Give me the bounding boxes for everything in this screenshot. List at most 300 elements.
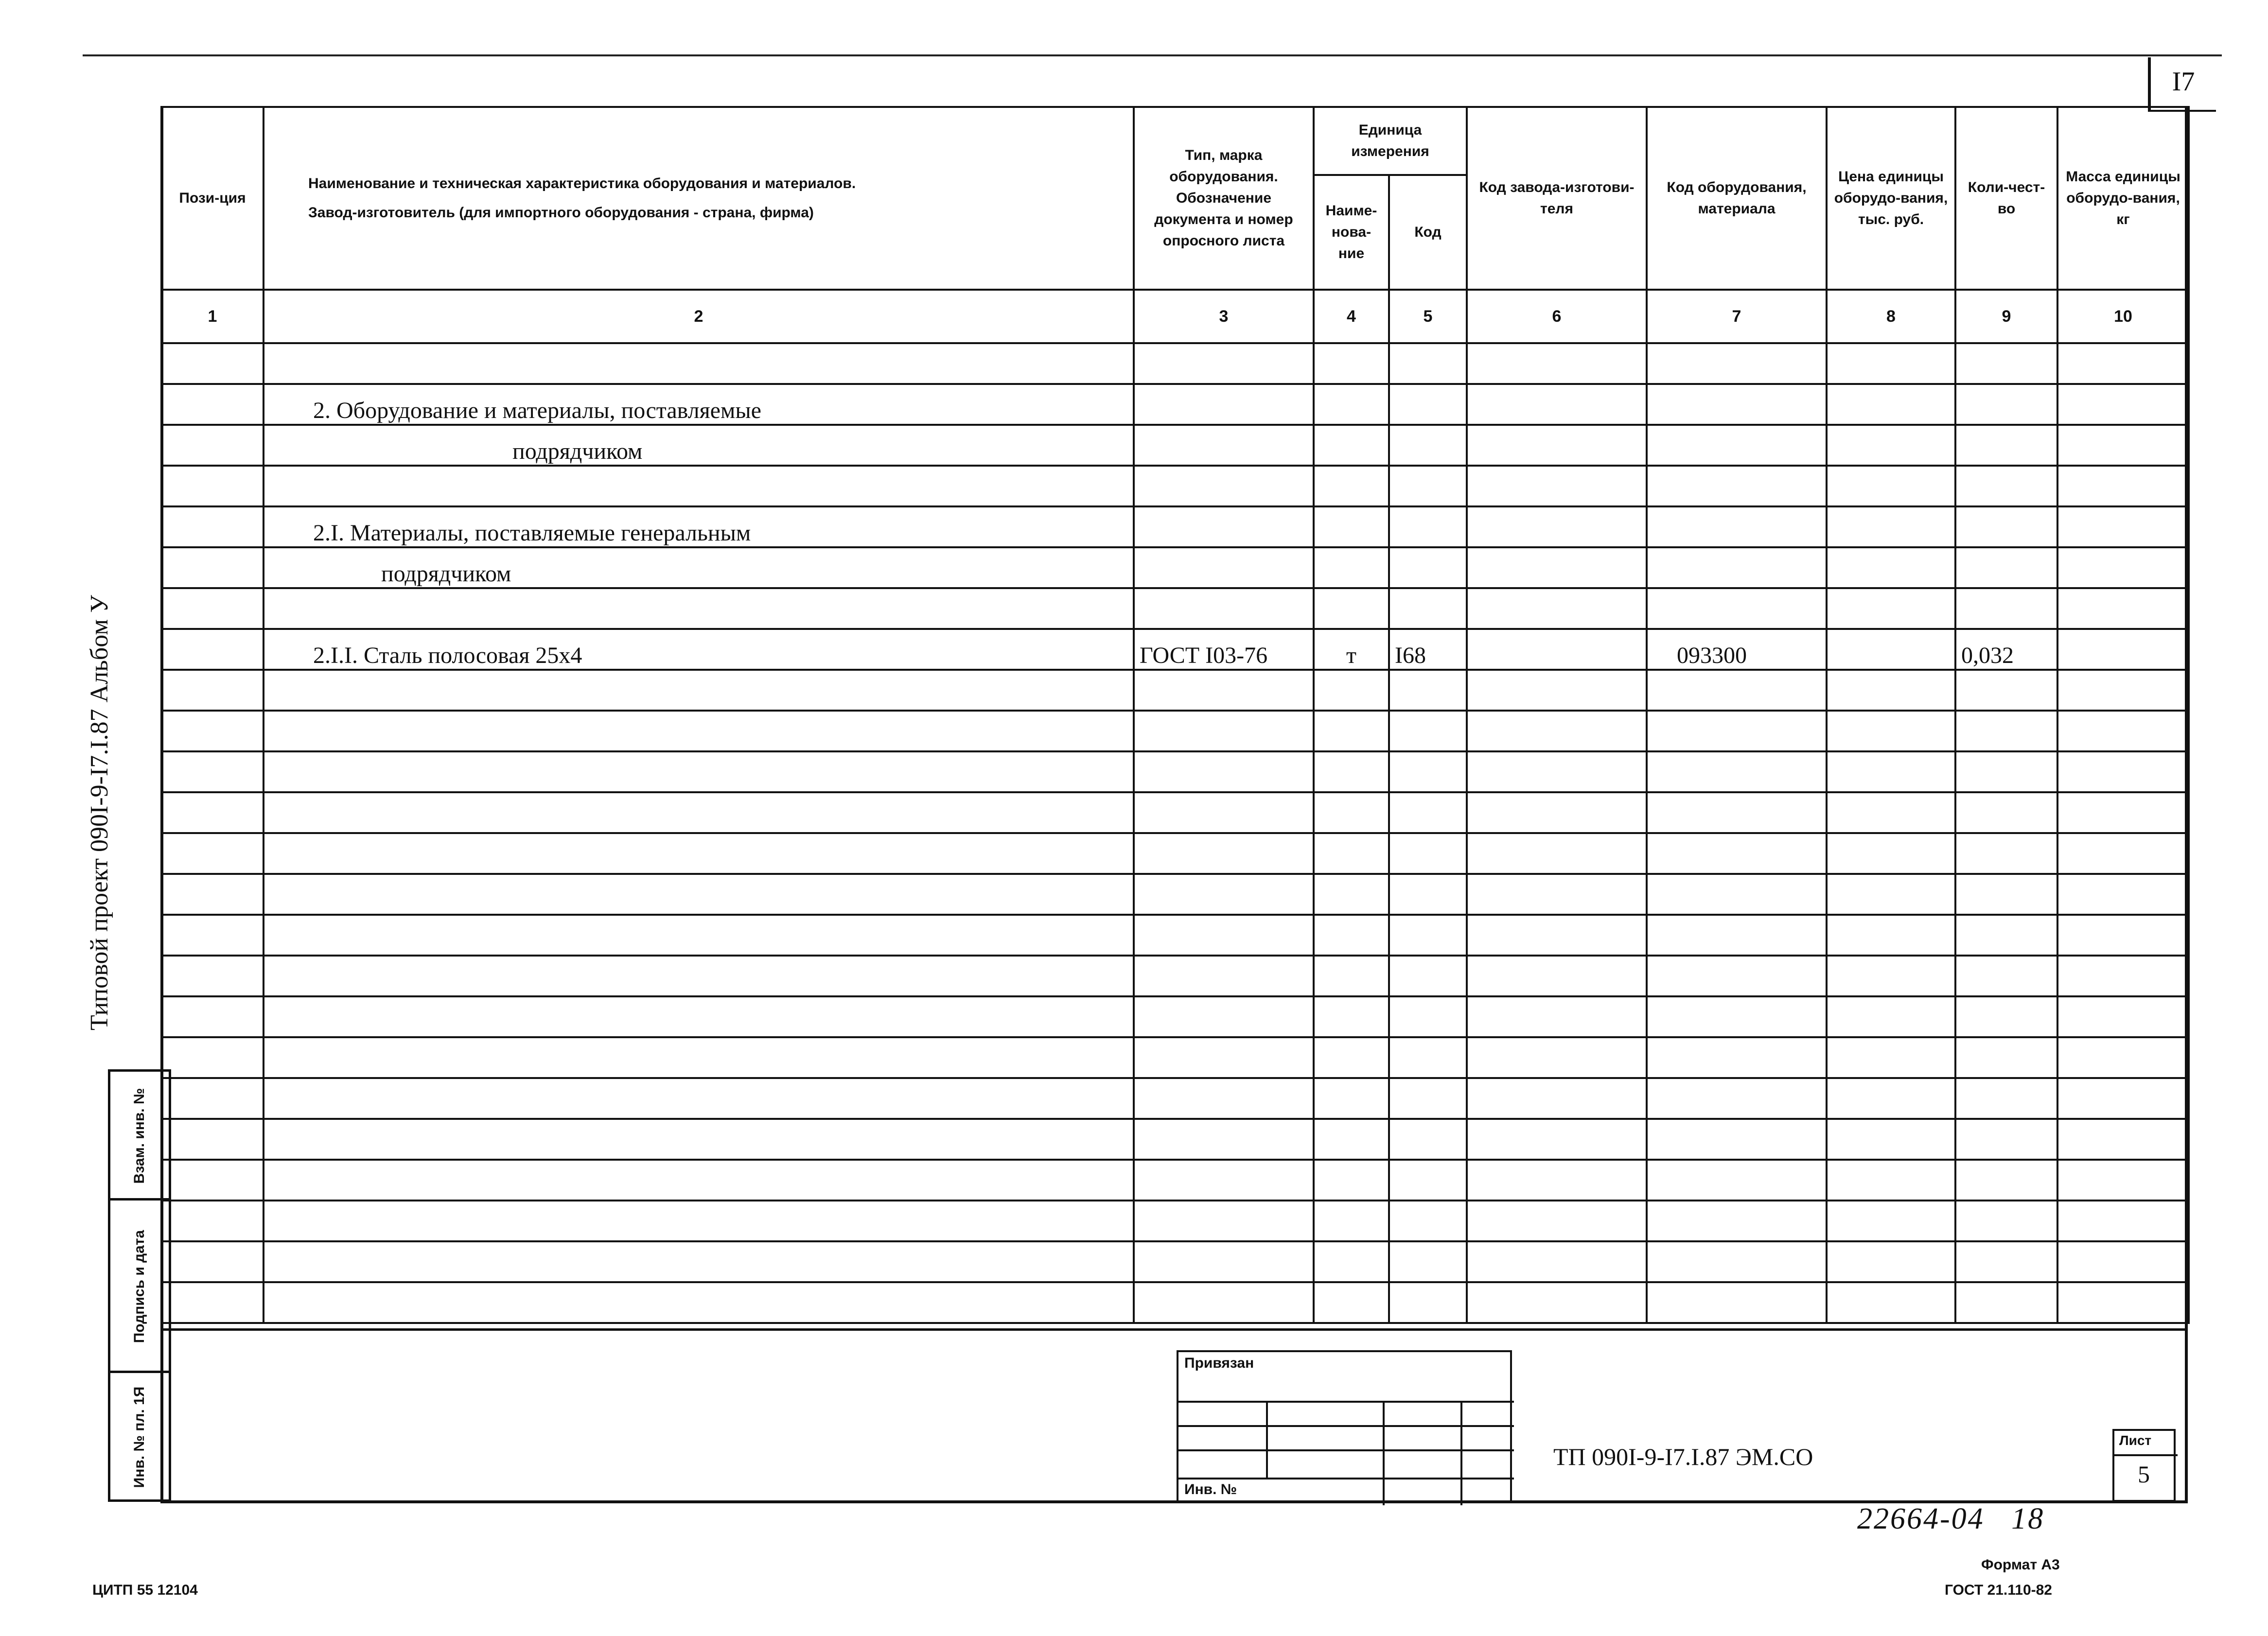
cell-mass — [2057, 915, 2189, 956]
side-box-inv — [108, 1371, 171, 1502]
cell-name — [264, 1241, 1134, 1282]
table-row — [161, 1119, 2189, 1160]
cell-price — [1827, 1119, 1955, 1160]
cell-quantity — [1955, 751, 2057, 792]
cell-mass — [2057, 343, 2189, 384]
cell-unit — [1314, 466, 1389, 506]
cell-name: 2. Оборудование и материалы, поставляемые — [264, 384, 1134, 425]
cell-quantity — [1955, 1241, 2057, 1282]
cell-mass — [2057, 629, 2189, 670]
col-num: 3 — [1134, 290, 1314, 343]
cell-factory-code — [1467, 833, 1647, 874]
cell-position — [161, 833, 264, 874]
table-row — [161, 629, 2189, 670]
cell-unit — [1314, 956, 1389, 996]
cell-unit-code — [1389, 1201, 1467, 1241]
cell-type — [1134, 1119, 1314, 1160]
header-mass: Масса единицы оборудо-вания, кг — [2057, 107, 2189, 290]
cell-price — [1827, 1282, 1955, 1323]
col-num: 6 — [1467, 290, 1647, 343]
cell-name — [264, 1201, 1134, 1241]
cell-type — [1134, 874, 1314, 915]
cell-type — [1134, 384, 1314, 425]
table-row — [161, 1201, 2189, 1241]
cell-unit — [1314, 506, 1389, 547]
label-vzam-inv: Взам. инв. № — [131, 1088, 147, 1184]
cell-type — [1134, 1037, 1314, 1078]
cell-position — [161, 711, 264, 751]
cell-type — [1134, 670, 1314, 711]
cell-unit — [1314, 1282, 1389, 1323]
cell-type — [1134, 792, 1314, 833]
cell-position — [161, 506, 264, 547]
label-podpis-data: Подпись и дата — [131, 1230, 147, 1343]
cell-name: 2.I. Материалы, поставляемые генеральным — [264, 506, 1134, 547]
stamp-rule — [1460, 1401, 1462, 1505]
cell-mass — [2057, 1282, 2189, 1323]
cell-factory-code — [1467, 1282, 1647, 1323]
cell-unit — [1314, 833, 1389, 874]
cell-unit — [1314, 1241, 1389, 1282]
cell-price — [1827, 956, 1955, 996]
cell-material-code — [1647, 547, 1827, 588]
cell-price — [1827, 833, 1955, 874]
cell-position — [161, 1037, 264, 1078]
cell-material-code — [1647, 996, 1827, 1037]
cell-price — [1827, 466, 1955, 506]
cell-material-code — [1647, 751, 1827, 792]
cell-unit-code — [1389, 996, 1467, 1037]
sheet-number-top: I7 — [2172, 67, 2195, 97]
cell-mass — [2057, 1241, 2189, 1282]
cell-factory-code — [1467, 1241, 1647, 1282]
cell-unit-code — [1389, 711, 1467, 751]
cell-quantity — [1955, 1160, 2057, 1201]
cell-unit-code — [1389, 1037, 1467, 1078]
cell-material-code — [1647, 1160, 1827, 1201]
cell-price — [1827, 915, 1955, 956]
cell-type — [1134, 1241, 1314, 1282]
cell-position — [161, 751, 264, 792]
header-quantity: Коли-чест-во — [1955, 107, 2057, 290]
cell-factory-code — [1467, 588, 1647, 629]
cell-name — [264, 833, 1134, 874]
stamp-rule — [1178, 1449, 1514, 1451]
cell-position — [161, 1119, 264, 1160]
list-label: Лист — [2119, 1433, 2152, 1448]
cell-position — [161, 956, 264, 996]
cell-type — [1134, 751, 1314, 792]
column-number-row — [161, 290, 2189, 343]
table-row — [161, 466, 2189, 506]
list-value: 5 — [2138, 1461, 2150, 1488]
cell-name — [264, 915, 1134, 956]
col-num: 9 — [1955, 290, 2057, 343]
cell-factory-code — [1467, 915, 1647, 956]
cell-material-code: 093300 — [1647, 629, 1827, 670]
handwritten-number: 22664-04 18 — [1857, 1502, 2045, 1535]
cell-name — [264, 466, 1134, 506]
cell-mass — [2057, 833, 2189, 874]
cell-name — [264, 1037, 1134, 1078]
cell-material-code — [1647, 792, 1827, 833]
footer-format: Формат А3 — [1981, 1557, 2060, 1573]
cell-quantity — [1955, 711, 2057, 751]
cell-material-code — [1647, 1282, 1827, 1323]
cell-position — [161, 1078, 264, 1119]
cell-name: подрядчиком — [264, 547, 1134, 588]
stamp-rule — [1266, 1401, 1268, 1479]
label-inv-no: Инв. № пл. 1Я — [131, 1386, 147, 1488]
cell-price — [1827, 547, 1955, 588]
cell-name — [264, 588, 1134, 629]
cell-factory-code — [1467, 792, 1647, 833]
cell-unit-code — [1389, 384, 1467, 425]
cell-factory-code — [1467, 384, 1647, 425]
cell-type — [1134, 343, 1314, 384]
table-row — [161, 1241, 2189, 1282]
header-position: Пози-ция — [161, 107, 264, 290]
cell-unit-code — [1389, 425, 1467, 466]
cell-name — [264, 792, 1134, 833]
cell-quantity — [1955, 384, 2057, 425]
table-row — [161, 425, 2189, 466]
cell-unit-code — [1389, 751, 1467, 792]
cell-material-code — [1647, 588, 1827, 629]
cell-material-code — [1647, 956, 1827, 996]
cell-unit — [1314, 996, 1389, 1037]
cell-quantity — [1955, 425, 2057, 466]
cell-factory-code — [1467, 1078, 1647, 1119]
cell-position — [161, 670, 264, 711]
cell-material-code — [1647, 874, 1827, 915]
table-row — [161, 1037, 2189, 1078]
cell-price — [1827, 506, 1955, 547]
cell-mass — [2057, 1160, 2189, 1201]
header-unit-group: Единица измерения — [1314, 107, 1467, 175]
cell-position — [161, 547, 264, 588]
col-num: 10 — [2057, 290, 2189, 343]
table-row — [161, 343, 2189, 384]
table-row — [161, 384, 2189, 425]
cell-type — [1134, 1078, 1314, 1119]
table-row — [161, 751, 2189, 792]
cell-factory-code — [1467, 425, 1647, 466]
cell-factory-code — [1467, 996, 1647, 1037]
cell-unit-code — [1389, 547, 1467, 588]
cell-unit-code — [1389, 1241, 1467, 1282]
stamp-rule — [1178, 1401, 1514, 1403]
cell-quantity — [1955, 874, 2057, 915]
document-designation: ТП 090I-9-I7.I.87 ЭМ.СО — [1553, 1443, 1813, 1470]
cell-factory-code — [1467, 547, 1647, 588]
cell-position — [161, 343, 264, 384]
cell-position — [161, 915, 264, 956]
side-box-vzam — [108, 1069, 171, 1201]
cell-price — [1827, 588, 1955, 629]
cell-mass — [2057, 1201, 2189, 1241]
cell-unit-code — [1389, 670, 1467, 711]
header-name-line1: Наименование и техническая характеристика оборудования и материалов. — [308, 175, 856, 191]
cell-position — [161, 425, 264, 466]
specification-table — [160, 106, 2190, 1324]
cell-type — [1134, 1201, 1314, 1241]
cell-mass — [2057, 1037, 2189, 1078]
cell-material-code — [1647, 1078, 1827, 1119]
cell-unit-code — [1389, 1119, 1467, 1160]
cell-position — [161, 588, 264, 629]
table-row — [161, 1160, 2189, 1201]
cell-unit — [1314, 915, 1389, 956]
stamp-rule — [1178, 1478, 1514, 1479]
cell-material-code — [1647, 384, 1827, 425]
cell-mass — [2057, 466, 2189, 506]
cell-quantity: 0,032 — [1955, 629, 2057, 670]
privyazan-block — [1177, 1350, 1512, 1503]
cell-unit — [1314, 343, 1389, 384]
cell-unit — [1314, 1037, 1389, 1078]
cell-quantity — [1955, 1119, 2057, 1160]
cell-unit-code — [1389, 506, 1467, 547]
cell-unit — [1314, 751, 1389, 792]
header-factory-code: Код завода-изготови-теля — [1467, 107, 1647, 290]
cell-mass — [2057, 506, 2189, 547]
cell-factory-code — [1467, 1201, 1647, 1241]
cell-factory-code — [1467, 1119, 1647, 1160]
cell-type: ГОСТ I03-76 — [1134, 629, 1314, 670]
cell-mass — [2057, 956, 2189, 996]
table-row — [161, 711, 2189, 751]
cell-position — [161, 1282, 264, 1323]
cell-unit — [1314, 874, 1389, 915]
cell-position — [161, 629, 264, 670]
cell-type — [1134, 588, 1314, 629]
cell-name — [264, 343, 1134, 384]
privyazan-label: Привязан — [1184, 1355, 1254, 1371]
cell-name — [264, 1282, 1134, 1323]
cell-price — [1827, 996, 1955, 1037]
cell-unit — [1314, 588, 1389, 629]
stamp-rule — [1178, 1425, 1514, 1427]
cell-type — [1134, 915, 1314, 956]
top-rule — [83, 54, 2222, 56]
cell-unit: т — [1314, 629, 1389, 670]
cell-price — [1827, 751, 1955, 792]
table-body — [161, 343, 2189, 1323]
cell-position — [161, 1241, 264, 1282]
footer-gost: ГОСТ 21.110-82 — [1945, 1582, 2052, 1598]
col-num: 8 — [1827, 290, 1955, 343]
cell-quantity — [1955, 915, 2057, 956]
cell-mass — [2057, 996, 2189, 1037]
cell-quantity — [1955, 1282, 2057, 1323]
table-row — [161, 588, 2189, 629]
cell-material-code — [1647, 915, 1827, 956]
cell-material-code — [1647, 1037, 1827, 1078]
cell-quantity — [1955, 1078, 2057, 1119]
cell-material-code — [1647, 425, 1827, 466]
cell-price — [1827, 1201, 1955, 1241]
cell-price — [1827, 343, 1955, 384]
cell-quantity — [1955, 343, 2057, 384]
cell-unit-code — [1389, 956, 1467, 996]
cell-position — [161, 996, 264, 1037]
cell-unit-code — [1389, 833, 1467, 874]
header-name — [264, 107, 1134, 290]
cell-quantity — [1955, 1201, 2057, 1241]
cell-unit-code: I68 — [1389, 629, 1467, 670]
cell-quantity — [1955, 670, 2057, 711]
cell-factory-code — [1467, 874, 1647, 915]
cell-name — [264, 996, 1134, 1037]
cell-price — [1827, 711, 1955, 751]
cell-mass — [2057, 792, 2189, 833]
stamp-top-line — [160, 1328, 2188, 1331]
stamp-rule — [1383, 1401, 1385, 1505]
cell-material-code — [1647, 506, 1827, 547]
header-price: Цена единицы оборудо-вания, тыс. руб. — [1827, 107, 1955, 290]
cell-material-code — [1647, 670, 1827, 711]
cell-name — [264, 874, 1134, 915]
cell-name — [264, 711, 1134, 751]
cell-type — [1134, 506, 1314, 547]
side-box-podpis — [108, 1198, 171, 1373]
cell-unit — [1314, 384, 1389, 425]
cell-quantity — [1955, 956, 2057, 996]
cell-quantity — [1955, 833, 2057, 874]
header-unit-name: Наиме-нова-ние — [1314, 175, 1389, 290]
cell-factory-code — [1467, 1160, 1647, 1201]
header-name-line2: Завод-изготовитель (для импортного оборудования - страна, фирма) — [308, 205, 814, 221]
cell-position — [161, 466, 264, 506]
cell-unit-code — [1389, 588, 1467, 629]
table-row — [161, 956, 2189, 996]
cell-type — [1134, 547, 1314, 588]
cell-unit — [1314, 792, 1389, 833]
footer-left: ЦИТП 55 12104 — [92, 1582, 198, 1598]
cell-quantity — [1955, 466, 2057, 506]
cell-material-code — [1647, 1119, 1827, 1160]
cell-factory-code — [1467, 711, 1647, 751]
cell-price — [1827, 629, 1955, 670]
cell-mass — [2057, 1078, 2189, 1119]
cell-type — [1134, 833, 1314, 874]
cell-unit — [1314, 1119, 1389, 1160]
cell-unit — [1314, 1160, 1389, 1201]
cell-material-code — [1647, 466, 1827, 506]
cell-factory-code — [1467, 956, 1647, 996]
table-row — [161, 547, 2189, 588]
cell-unit-code — [1389, 343, 1467, 384]
cell-type — [1134, 466, 1314, 506]
cell-quantity — [1955, 588, 2057, 629]
cell-factory-code — [1467, 343, 1647, 384]
table-row — [161, 996, 2189, 1037]
cell-mass — [2057, 1119, 2189, 1160]
cell-unit — [1314, 711, 1389, 751]
cell-material-code — [1647, 711, 1827, 751]
cell-unit-code — [1389, 792, 1467, 833]
cell-position — [161, 792, 264, 833]
cell-quantity — [1955, 506, 2057, 547]
cell-type — [1134, 956, 1314, 996]
cell-type — [1134, 1160, 1314, 1201]
header-material-code: Код оборудования, материала — [1647, 107, 1827, 290]
cell-quantity — [1955, 547, 2057, 588]
cell-unit — [1314, 670, 1389, 711]
header-type: Тип, марка оборудования. Обозначение документа и номер опросного листа — [1134, 107, 1314, 290]
cell-factory-code — [1467, 751, 1647, 792]
cell-mass — [2057, 384, 2189, 425]
cell-position — [161, 384, 264, 425]
cell-mass — [2057, 588, 2189, 629]
cell-type — [1134, 711, 1314, 751]
col-num: 2 — [264, 290, 1134, 343]
cell-unit — [1314, 425, 1389, 466]
cell-name — [264, 1078, 1134, 1119]
cell-unit-code — [1389, 1078, 1467, 1119]
cell-price — [1827, 1241, 1955, 1282]
table-row — [161, 1078, 2189, 1119]
cell-name: 2.I.I. Сталь полосовая 25x4 — [264, 629, 1134, 670]
cell-name — [264, 670, 1134, 711]
cell-price — [1827, 425, 1955, 466]
cell-name — [264, 1160, 1134, 1201]
cell-factory-code — [1467, 670, 1647, 711]
cell-material-code — [1647, 343, 1827, 384]
cell-mass — [2057, 874, 2189, 915]
sheet-number-box — [2148, 57, 2216, 112]
table-row — [161, 792, 2189, 833]
cell-price — [1827, 1160, 1955, 1201]
cell-factory-code — [1467, 466, 1647, 506]
cell-name — [264, 956, 1134, 996]
cell-price — [1827, 874, 1955, 915]
cell-price — [1827, 670, 1955, 711]
cell-unit — [1314, 1201, 1389, 1241]
cell-price — [1827, 792, 1955, 833]
inv-no-label: Инв. № — [1184, 1481, 1237, 1497]
table-row — [161, 1282, 2189, 1323]
cell-unit-code — [1389, 1160, 1467, 1201]
cell-position — [161, 1160, 264, 1201]
col-num: 1 — [161, 290, 264, 343]
cell-price — [1827, 1078, 1955, 1119]
cell-type — [1134, 1282, 1314, 1323]
cell-unit-code — [1389, 466, 1467, 506]
table-row — [161, 506, 2189, 547]
cell-type — [1134, 425, 1314, 466]
cell-unit-code — [1389, 1282, 1467, 1323]
cell-mass — [2057, 547, 2189, 588]
cell-unit-code — [1389, 915, 1467, 956]
header-unit-code: Код — [1389, 175, 1467, 290]
col-num: 4 — [1314, 290, 1389, 343]
cell-material-code — [1647, 1201, 1827, 1241]
cell-position — [161, 1201, 264, 1241]
cell-mass — [2057, 425, 2189, 466]
table-row — [161, 915, 2189, 956]
cell-name — [264, 751, 1134, 792]
cell-unit — [1314, 1078, 1389, 1119]
side-project-text: Типовой проект 090I-9-I7.I.87 Альбом У — [86, 595, 113, 1030]
cell-mass — [2057, 751, 2189, 792]
table-row — [161, 874, 2189, 915]
cell-type — [1134, 996, 1314, 1037]
cell-factory-code — [1467, 1037, 1647, 1078]
cell-quantity — [1955, 792, 2057, 833]
cell-quantity — [1955, 1037, 2057, 1078]
